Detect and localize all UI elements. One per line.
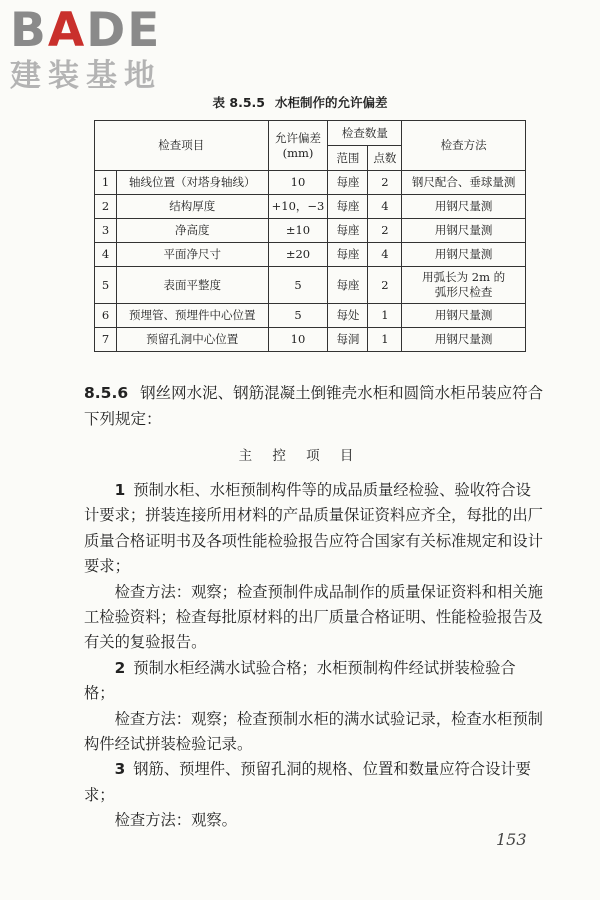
row-number: 7 bbox=[95, 328, 117, 352]
item-number: 2 bbox=[114, 658, 126, 677]
table-row bbox=[95, 328, 526, 352]
header-item: 检查项目 bbox=[95, 121, 269, 171]
tolerance-table bbox=[94, 120, 526, 352]
row-method: 钢尺配合、垂球量测 bbox=[402, 171, 526, 195]
row-points: 2 bbox=[368, 267, 402, 304]
clause-text: 钢丝网水泥、钢筋混凝土倒锥壳水柜和圆筒水柜吊装应符合下列规定： bbox=[84, 384, 544, 428]
header-points: 点数 bbox=[368, 146, 402, 171]
row-method: 用钢尺量测 bbox=[402, 195, 526, 219]
header-quantity: 检查数量 bbox=[328, 121, 402, 146]
row-points: 4 bbox=[368, 195, 402, 219]
row-range: 每座 bbox=[328, 171, 368, 195]
table-row bbox=[95, 243, 526, 267]
row-range: 每洞 bbox=[328, 328, 368, 352]
page-number: 153 bbox=[496, 830, 527, 849]
row-deviation: 10 bbox=[268, 328, 328, 352]
row-method: 用钢尺量测 bbox=[402, 243, 526, 267]
clause-8-5-6 bbox=[84, 380, 544, 432]
row-points: 4 bbox=[368, 243, 402, 267]
paragraph: 检查方法：观察。 bbox=[114, 811, 237, 830]
row-range: 每座 bbox=[328, 267, 368, 304]
row-points: 1 bbox=[368, 328, 402, 352]
table-row bbox=[95, 304, 526, 328]
logo-wordmark: BADE bbox=[10, 3, 162, 58]
row-points: 2 bbox=[368, 219, 402, 243]
row-deviation: 5 bbox=[268, 267, 328, 304]
body-paragraphs bbox=[84, 478, 544, 834]
row-item: 平面净尺寸 bbox=[116, 243, 268, 267]
row-range: 每座 bbox=[328, 195, 368, 219]
row-method: 用钢尺量测 bbox=[402, 304, 526, 328]
paragraph: 2 预制水柜经满水试验合格；水柜预制构件经试拼装检验合格； bbox=[84, 658, 516, 703]
row-number: 3 bbox=[95, 219, 117, 243]
header-method: 检查方法 bbox=[402, 121, 526, 171]
row-item: 预埋管、预埋件中心位置 bbox=[116, 304, 268, 328]
row-item: 轴线位置（对塔身轴线） bbox=[116, 171, 268, 195]
bade-logo bbox=[10, 3, 162, 94]
table-caption bbox=[0, 93, 600, 111]
row-number: 1 bbox=[95, 171, 117, 195]
item-number: 1 bbox=[114, 481, 126, 499]
paragraph: 1 预制水柜、水柜预制构件等的成品质量经检验、验收符合设计要求；拼装连接所用材料的产品质量保证资料应齐全，每批的出厂质量合格证明书及各项性能检验报告应符合国家有关标准规定和设计要求； bbox=[84, 481, 543, 576]
table-number: 表 8.5.5 bbox=[212, 95, 265, 110]
row-number: 5 bbox=[95, 267, 117, 304]
row-deviation: 10 bbox=[268, 171, 328, 195]
row-range: 每座 bbox=[328, 243, 368, 267]
paragraph: 3 钢筋、预埋件、预留孔洞的规格、位置和数量应符合设计要求； bbox=[84, 760, 531, 804]
row-item: 结构厚度 bbox=[116, 195, 268, 219]
paragraph: 检查方法：观察；检查预制件成品制作的质量保证资料和相关施工检验资料；检查每批原材料的出厂质量合格证明、性能检验报告及有关的复验报告。 bbox=[84, 582, 543, 652]
row-deviation: ±20 bbox=[268, 243, 328, 267]
clause-number: 8.5.6 bbox=[84, 384, 129, 402]
row-points: 1 bbox=[368, 304, 402, 328]
row-item: 预留孔洞中心位置 bbox=[116, 328, 268, 352]
row-points: 2 bbox=[368, 171, 402, 195]
table-title: 水柜制作的允许偏差 bbox=[274, 95, 388, 110]
row-number: 2 bbox=[95, 195, 117, 219]
logo-subtitle: 建装基地 bbox=[10, 58, 162, 94]
row-number: 4 bbox=[95, 243, 117, 267]
header-range: 范围 bbox=[328, 146, 368, 171]
row-item: 表面平整度 bbox=[116, 267, 268, 304]
row-range: 每处 bbox=[328, 304, 368, 328]
row-item: 净高度 bbox=[116, 219, 268, 243]
table-row bbox=[95, 219, 526, 243]
item-number: 3 bbox=[114, 760, 126, 779]
row-method: 用弧长为 2m 的 弧形尺检查 bbox=[402, 267, 526, 304]
table-row bbox=[95, 267, 526, 304]
row-method: 用钢尺量测 bbox=[402, 328, 526, 352]
table-row bbox=[95, 171, 526, 195]
row-deviation: +10，−3 bbox=[268, 195, 328, 219]
row-deviation: 5 bbox=[268, 304, 328, 328]
row-range: 每座 bbox=[328, 219, 368, 243]
row-deviation: ±10 bbox=[268, 219, 328, 243]
header-deviation: 允许偏差 (mm) bbox=[268, 121, 328, 171]
table-row bbox=[95, 195, 526, 219]
paragraph: 检查方法：观察；检查预制水柜的满水试验记录，检查水柜预制构件经试拼装检验记录。 bbox=[84, 709, 543, 754]
row-number: 6 bbox=[95, 304, 117, 328]
section-subheading: 主 控 项 目 bbox=[238, 448, 362, 464]
row-method: 用钢尺量测 bbox=[402, 219, 526, 243]
